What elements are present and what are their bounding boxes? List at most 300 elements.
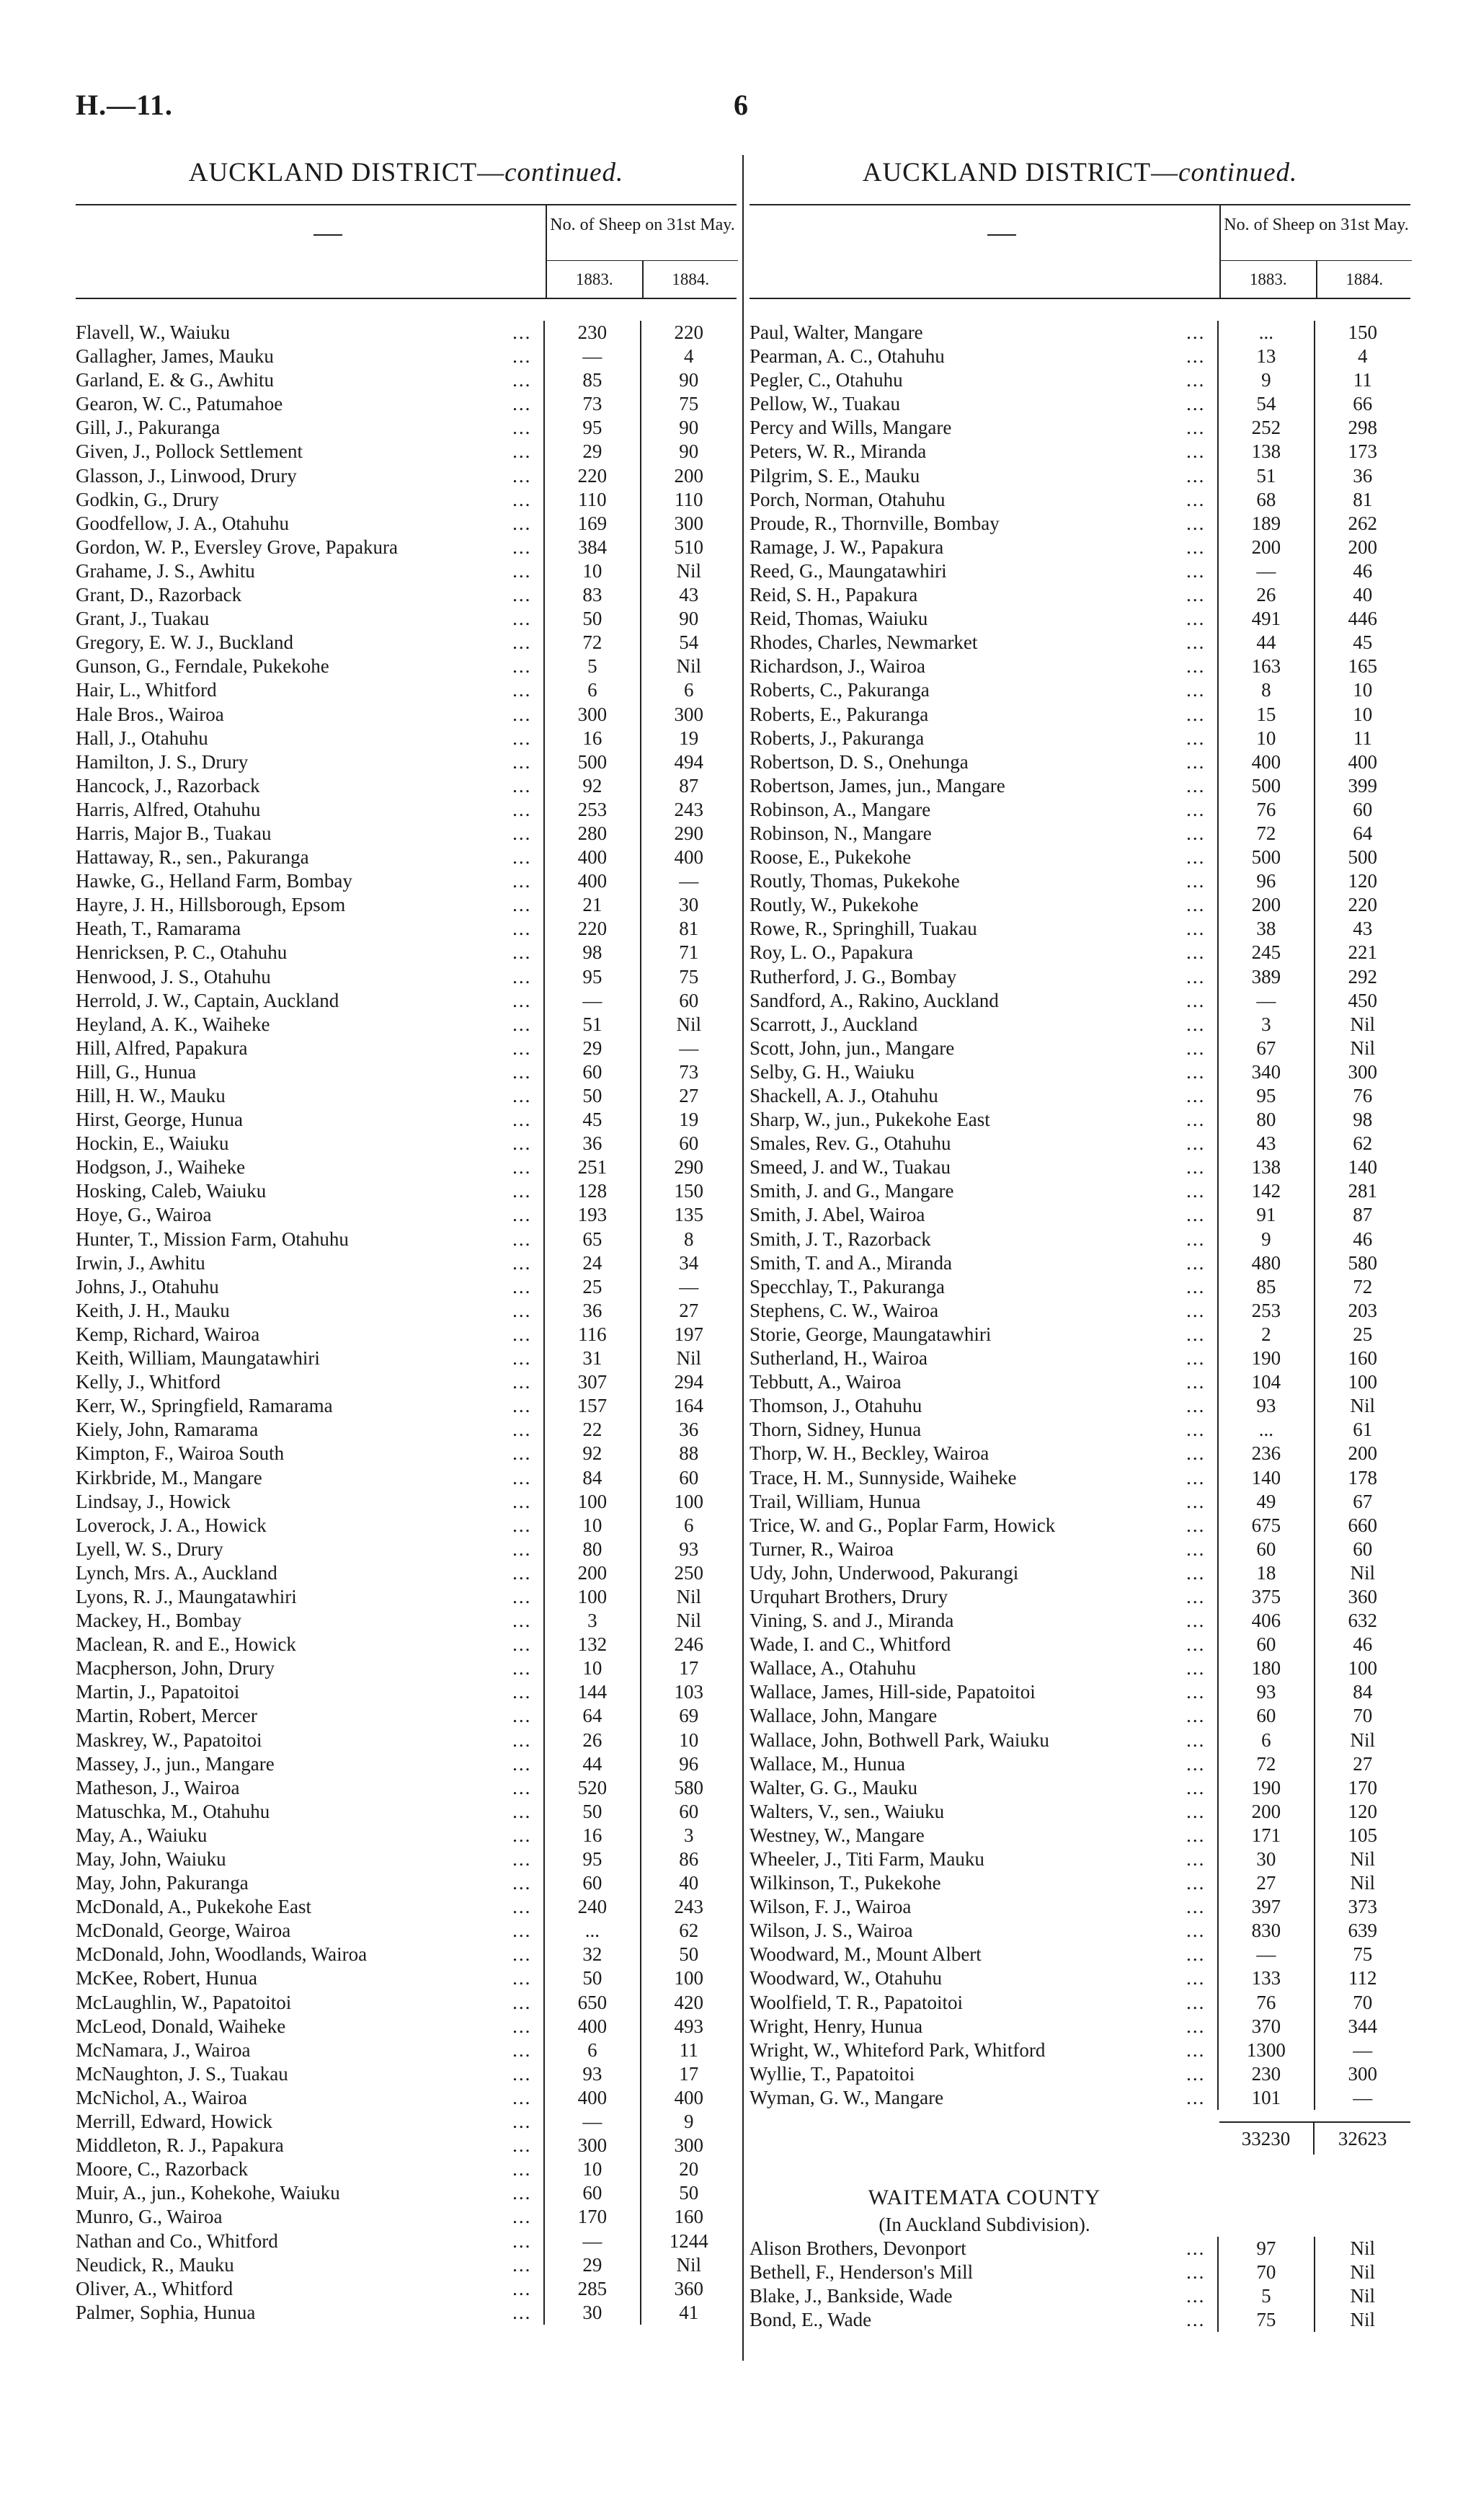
table-row [750,1847,1410,1871]
owner-name: Wheeler, J., Titi Farm, Mauku [750,1848,984,1870]
leader-dots: ... [1186,1442,1206,1465]
owner-name: Turner, R., Wairoa [750,1538,894,1560]
sheep-1883: ... [1217,1418,1313,1442]
leader-dots: ... [512,631,532,654]
sheep-1884: Nil [1314,1561,1410,1585]
sheep-1884: 4 [1314,345,1410,368]
sheep-1884: 290 [640,822,737,846]
leader-dots: ... [512,894,532,916]
sheep-1883: 236 [1217,1442,1313,1465]
table-row [76,488,737,512]
sheep-1883: 110 [543,488,639,512]
sheep-1883: 138 [1217,440,1313,463]
sheep-1884: 11 [640,2038,737,2062]
leader-dots: ... [512,2062,532,2085]
owner-name: Hill, H. W., Mauku [76,1085,226,1106]
sheep-1884: 170 [1314,1776,1410,1800]
table-row [750,1729,1410,1752]
owner-name: Neudick, R., Mauku [76,2253,234,2276]
sheep-1884: 27 [640,1084,737,1108]
sheep-1883: 132 [543,1633,639,1656]
sheep-1884: 420 [640,1991,737,2015]
owner-name: Blake, J., Bankside, Wade [750,2285,953,2307]
table-row [76,1609,737,1633]
sheep-1883: — [543,345,639,368]
owner-name: May, A., Waiuku [76,1824,208,1846]
total-separator [750,2110,1410,2123]
leader-dots: ... [1186,1156,1206,1179]
year-1883-header: 1883. [1221,261,1317,298]
sheep-1883: 95 [1217,1084,1313,1108]
sheep-1883: 92 [543,774,639,798]
leader-dots: ... [1186,1251,1206,1274]
owner-name: Lynch, Mrs. A., Auckland [76,1561,277,1584]
owner-name: Hodgson, J., Waiheke [76,1156,246,1179]
sheep-1883: 44 [1217,631,1313,655]
leader-dots: ... [512,1490,532,1512]
sheep-1883: 50 [543,1800,639,1824]
owner-name: Lyell, W. S., Drury [76,1538,223,1560]
leader-dots: ... [512,2038,532,2061]
leader-dots: ... [512,1848,532,1870]
leader-dots: ... [1186,2309,1206,2331]
leader-dots: ... [512,846,532,869]
leader-dots: ... [512,1896,532,1918]
leader-dots: ... [512,941,532,964]
sheep-1883: 68 [1217,488,1313,512]
leader-dots: ... [1186,1752,1206,1775]
name-column-dash [313,234,342,236]
table-row [76,1871,737,1895]
leader-dots: ... [512,2182,532,2204]
sheep-1884: 493 [640,2015,737,2038]
owner-name: Henricksen, P. C., Otahuhu [76,941,288,964]
leader-dots: ... [1186,1323,1206,1345]
right-column [750,155,1410,2332]
owner-name: McDonald, George, Wairoa [76,1920,291,1942]
sheep-1884: 160 [640,2205,737,2229]
table-row [750,1633,1410,1656]
table-row [750,2015,1410,2038]
total-row [750,2123,1410,2155]
table-row [76,1442,737,1465]
sheep-1884: 360 [1314,1585,1410,1609]
sheep-count-header: No. of Sheep on 31st May. [547,205,738,261]
sheep-1883: 220 [543,464,639,488]
owner-name: Oliver, A., Whitford [76,2277,234,2299]
sheep-1883: 30 [543,2301,639,2325]
owner-name: May, John, Pakuranga [76,1872,249,1894]
sheep-1883: 9 [1217,1228,1313,1251]
owner-name: Hill, Alfred, Papakura [76,1037,248,1059]
table-row [76,822,737,846]
sheep-1883: 83 [543,583,639,607]
sheep-1883: 245 [1217,941,1313,964]
owner-name: McNichol, A., Wairoa [76,2086,248,2108]
sheep-1883: 18 [1217,1561,1313,1585]
table-row [750,607,1410,631]
sheep-1883: 51 [543,1013,639,1037]
sheep-1883: 520 [543,1776,639,1800]
leader-dots: ... [1186,1132,1206,1155]
sheep-1884: 60 [1314,798,1410,822]
leader-dots: ... [1186,965,1206,988]
table-row [750,1943,1410,1966]
owner-name: Harris, Major B., Tuakau [76,822,272,844]
leader-dots: ... [1186,584,1206,606]
table-row [750,1275,1410,1299]
owner-name: Scarrott, J., Auckland [750,1013,918,1035]
leader-dots: ... [1186,1395,1206,1417]
table-row [750,1013,1410,1037]
sheep-1884: 62 [640,1919,737,1943]
leader-dots: ... [512,2158,532,2180]
table-row [76,440,737,463]
table-row [750,321,1410,345]
owner-name: Hawke, G., Helland Farm, Bombay [76,870,352,892]
owner-name: Middleton, R. J., Papakura [76,2134,284,2157]
leader-dots: ... [1186,464,1206,487]
table-row [76,2230,737,2253]
sheep-1884: 71 [640,941,737,964]
sheep-1884: Nil [1314,2308,1410,2332]
owner-name: Wilson, J. S., Wairoa [750,1920,913,1942]
owner-name: Macpherson, John, Drury [76,1657,275,1680]
leader-dots: ... [1186,1681,1206,1703]
table-row [76,2015,737,2038]
leader-dots: ... [512,1180,532,1202]
year-1884-header: 1884. [672,270,710,288]
owner-name: Rhodes, Charles, Newmarket [750,631,978,654]
sheep-1884: 87 [1314,1203,1410,1227]
leader-dots: ... [512,1323,532,1345]
owner-name: Muir, A., jun., Kohekohe, Waiuku [76,2182,340,2204]
sheep-1884: 41 [640,2301,737,2325]
sheep-1883: 24 [543,1251,639,1275]
leader-dots: ... [512,1729,532,1751]
owner-name: Thorn, Sidney, Hunua [750,1419,922,1441]
sheep-1884: 203 [1314,1299,1410,1323]
leader-dots: ... [512,512,532,534]
sheep-1884: 64 [1314,822,1410,846]
table-row [750,1704,1410,1728]
sheep-1883: 480 [1217,1251,1313,1275]
section-title-text: AUCKLAND DISTRICT— [188,158,505,187]
owner-name: McNamara, J., Wairoa [76,2038,251,2061]
leader-dots: ... [512,1633,532,1656]
owner-name: Gordon, W. P., Eversley Grove, Papakura [76,536,398,558]
sheep-1884: 61 [1314,1418,1410,1442]
table-row [76,893,737,917]
sheep-1884: Nil [1314,2261,1410,2284]
leader-dots: ... [1186,846,1206,869]
sheep-1884: 262 [1314,512,1410,536]
sheep-1884: 150 [640,1179,737,1203]
sheep-1883: 500 [1217,846,1313,869]
sheep-1883: 51 [1217,464,1313,488]
sheep-1884: 69 [640,1704,737,1728]
sheep-1884: Nil [640,655,737,678]
table-row [76,1108,737,1132]
sheep-1884: 50 [640,2181,737,2205]
table-row [750,1752,1410,1776]
leader-dots: ... [1186,989,1206,1011]
sheep-1884: 43 [1314,917,1410,941]
leader-dots: ... [1186,1943,1206,1966]
sheep-1883: 400 [543,2086,639,2110]
table-row [76,2157,737,2181]
sheep-1884: 25 [1314,1323,1410,1346]
owner-name: Sharp, W., jun., Pukekohe East [750,1109,990,1131]
owner-name: Hayre, J. H., Hillsborough, Epsom [76,894,346,916]
table-row [76,727,737,750]
table-row [76,917,737,941]
leader-dots: ... [1186,1776,1206,1798]
table-row [76,2062,737,2086]
leader-dots: ... [512,822,532,844]
leader-dots: ... [512,1442,532,1465]
leader-dots: ... [512,1585,532,1607]
leader-dots: ... [512,918,532,940]
sheep-1883: 50 [543,1966,639,1990]
leader-dots: ... [512,1156,532,1179]
owner-name: Woolfield, T. R., Papatoitoi [750,1991,964,2013]
leader-dots: ... [1186,774,1206,797]
sheep-1883: 27 [1217,1871,1313,1895]
sheep-1884: 100 [1314,1656,1410,1680]
owner-name: Pearman, A. C., Otahuhu [750,345,945,368]
sheep-1883: 72 [1217,822,1313,846]
sheep-1884: 17 [640,1656,737,1680]
owner-name: McKee, Robert, Hunua [76,1967,257,1989]
sheep-1883: 10 [543,1656,639,1680]
sheep-1884: 90 [640,368,737,392]
sheep-1884: 40 [640,1871,737,1895]
leader-dots: ... [1186,941,1206,964]
sheep-1884: 27 [1314,1752,1410,1776]
owner-name: Merrill, Edward, Howick [76,2111,272,2133]
sheep-1884: 110 [640,488,737,512]
leader-dots: ... [1186,2261,1206,2284]
leader-dots: ... [1186,1729,1206,1751]
sheep-1884: 62 [1314,1132,1410,1155]
sheep-1883: 65 [543,1228,639,1251]
table-row [76,607,737,631]
sheep-1883: 5 [1217,2284,1313,2308]
leader-dots: ... [512,1275,532,1297]
subsection-table-body [750,2237,1410,2332]
sheep-1883: 285 [543,2277,639,2301]
owner-name: Kimpton, F., Wairoa South [76,1442,285,1465]
table-row [76,703,737,727]
owner-name: Mackey, H., Bombay [76,1610,241,1632]
owner-name: Pegler, C., Otahuhu [750,369,903,391]
sheep-1884: 10 [1314,703,1410,727]
sheep-1883: 96 [1217,869,1313,893]
sheep-1884: 11 [1314,727,1410,750]
owner-name: Heath, T., Ramarama [76,918,241,940]
sheep-1883: 29 [543,1037,639,1060]
leader-dots: ... [512,989,532,1011]
table-header [76,205,737,299]
owner-name: Kelly, J., Whitford [76,1371,221,1393]
sheep-1883: 171 [1217,1824,1313,1847]
table-row [76,1514,737,1538]
sheep-1883: — [1217,1943,1313,1966]
sheep-1883: 6 [1217,1729,1313,1752]
table-row [76,1656,737,1680]
table-row [76,2277,737,2301]
leader-dots: ... [1186,750,1206,773]
sheep-1884: 8 [640,1228,737,1251]
owner-name: Porch, Norman, Otahuhu [750,488,946,510]
sheep-1884: 300 [640,2134,737,2157]
leader-dots: ... [1186,559,1206,582]
sheep-1884: 446 [1314,607,1410,631]
table-row [76,512,737,536]
table-row [76,1060,737,1084]
sheep-1884: 60 [640,989,737,1013]
sheep-1883: 384 [543,536,639,559]
table-row [76,1824,737,1847]
sheep-1884: 632 [1314,1609,1410,1633]
sheep-1883: 73 [543,392,639,416]
sheep-1883: 406 [1217,1609,1313,1633]
sheep-1884: 11 [1314,368,1410,392]
name-column-dash [987,234,1016,236]
leader-dots: ... [512,1013,532,1035]
owner-name: Garland, E. & G., Awhitu [76,369,274,391]
owner-name: Wilson, F. J., Wairoa [750,1896,912,1918]
table-row [76,1847,737,1871]
leader-dots: ... [1186,631,1206,654]
sheep-1883: 64 [543,1704,639,1728]
leader-dots: ... [1186,417,1206,439]
table-row [76,941,737,964]
owner-name: Peters, W. R., Miranda [750,440,927,463]
owner-name: Trail, William, Hunua [750,1490,921,1512]
leader-dots: ... [1186,1824,1206,1846]
owner-name: Hirst, George, Hunua [76,1109,243,1131]
table-row [750,1919,1410,1943]
table-row [76,1155,737,1179]
owner-name: Udy, John, Underwood, Pakurangi [750,1561,1019,1584]
table-row [76,2205,737,2229]
leader-dots: ... [512,655,532,678]
table-row [750,2284,1410,2308]
sheep-1884: 494 [640,750,737,774]
sheep-1884: Nil [640,1585,737,1609]
table-row [750,464,1410,488]
owner-name: Nathan and Co., Whitford [76,2230,278,2252]
sheep-1883: 157 [543,1394,639,1418]
sheep-1884: Nil [640,1346,737,1370]
table-row [76,846,737,869]
owner-name: Shackell, A. J., Otahuhu [750,1085,938,1106]
owner-name: Johns, J., Otahuhu [76,1275,219,1297]
sheep-1884: 197 [640,1323,737,1346]
table-row [76,1323,737,1346]
leader-dots: ... [512,464,532,487]
sheep-1884: 75 [640,965,737,989]
leader-dots: ... [512,608,532,630]
subsection-title: WAITEMATA COUNTY [868,2186,1101,2210]
sheep-1883: 8 [1217,678,1313,702]
sheep-1883: 189 [1217,512,1313,536]
table-row [76,1490,737,1514]
table-row [76,1680,737,1704]
sheep-1884: 160 [1314,1346,1410,1370]
owner-name: Massey, J., jun., Mangare [76,1752,275,1775]
section-title [750,155,1410,191]
sheep-1883: 67 [1217,1037,1313,1060]
sheep-1883: 80 [543,1538,639,1561]
sheep-1884: 200 [1314,536,1410,559]
sheep-1884: 400 [640,2086,737,2110]
leader-dots: ... [1186,1299,1206,1321]
sheep-1884: 298 [1314,416,1410,440]
sheep-1884: 75 [640,392,737,416]
sheep-1883: 230 [543,321,639,345]
leader-dots: ... [1186,2237,1206,2260]
sheep-1884: 17 [640,2062,737,2086]
sheep-1883: 220 [543,917,639,941]
sheep-1883: 180 [1217,1656,1313,1680]
leader-dots: ... [1186,1991,1206,2013]
sheep-1883: 500 [1217,774,1313,798]
owner-name: Wallace, M., Hunua [750,1752,905,1775]
section-title-italic: continued. [504,158,624,187]
leader-dots: ... [512,2111,532,2133]
owner-name: Routly, W., Pukekohe [750,894,919,916]
leader-dots: ... [1186,1204,1206,1226]
table-row [750,2038,1410,2062]
sheep-1884: 300 [1314,1060,1410,1084]
table-row [750,368,1410,392]
sheep-1883: 76 [1217,798,1313,822]
sheep-1883: 200 [1217,893,1313,917]
leader-dots: ... [1186,894,1206,916]
owner-name: Thomson, J., Otahuhu [750,1395,922,1417]
sheep-1883: 6 [543,2038,639,2062]
sheep-1884: Nil [1314,1729,1410,1752]
table-row [76,631,737,655]
sheep-1883: 43 [1217,1132,1313,1155]
table-row [76,1418,737,1442]
leader-dots: ... [512,1132,532,1155]
leader-dots: ... [1186,345,1206,368]
table-row [750,1155,1410,1179]
table-row [76,1466,737,1490]
leader-dots: ... [512,345,532,368]
sheep-1883: 104 [1217,1370,1313,1394]
owner-name: Robinson, A., Mangare [750,798,931,820]
owner-name: Kerr, W., Springfield, Ramarama [76,1395,333,1417]
total-1884: 32623 [1313,2123,1410,2155]
leader-dots: ... [1186,1419,1206,1441]
sheep-1883: 60 [543,1060,639,1084]
owner-name: Wyllie, T., Papatoitoi [750,2062,915,2085]
sheep-1883: 375 [1217,1585,1313,1609]
owner-name: Gunson, G., Ferndale, Pukekohe [76,655,329,678]
sheep-1884: 103 [640,1680,737,1704]
sheep-1884: 66 [1314,392,1410,416]
table-row [76,1084,737,1108]
sheep-1883: 400 [543,846,639,869]
leader-dots: ... [1186,608,1206,630]
sheep-1884: 6 [640,678,737,702]
year-1884-header: 1884. [1346,270,1384,288]
